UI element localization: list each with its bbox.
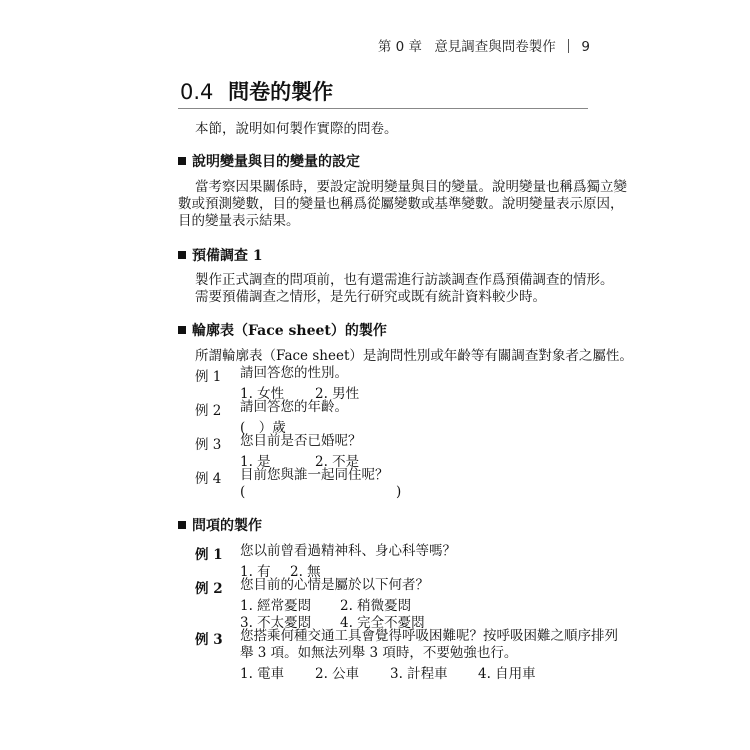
- example-question: 您目前是否已婚呢？: [240, 433, 362, 449]
- example-question: 目前您與誰一起同住呢？: [240, 467, 389, 483]
- section-title: [180, 76, 333, 106]
- option: 2. 男性: [315, 386, 360, 402]
- example-label: 例 1: [195, 369, 222, 385]
- header-divider: [568, 39, 569, 53]
- example-label: 例 4: [195, 471, 222, 487]
- square-bullet-icon: [178, 157, 186, 165]
- square-bullet-icon: [178, 326, 186, 334]
- option: 1. 電車: [240, 666, 285, 682]
- square-bullet-icon: [178, 521, 186, 529]
- answer-blank: ( ）歲: [240, 420, 286, 436]
- paragraph-line: 製作正式調查的問項前，也有還需進行訪談調查作爲預備調查的情形。: [195, 272, 614, 288]
- paragraph-line: 目的變量表示結果。: [178, 213, 300, 229]
- square-bullet-icon: [178, 251, 186, 259]
- paragraph-line: 當考察因果關係時，要設定說明變量與目的變量。說明變量也稱爲獨立變: [195, 179, 627, 195]
- example-label: 例 3: [195, 437, 222, 453]
- option: 2. 公車: [315, 666, 360, 682]
- running-header: [378, 35, 590, 55]
- paragraph-line: 所謂輪廓表（Face sheet）是詢問性別或年齡等有關調查對象者之屬性。: [195, 348, 633, 364]
- example-question: 請回答您的年齡。: [240, 399, 348, 415]
- option: 3. 不太憂悶: [240, 615, 312, 631]
- option: 3. 計程車: [390, 666, 448, 682]
- option: 4. 自用車: [478, 666, 536, 682]
- subsection-heading-variables: 說明變量與目的變量的設定: [178, 151, 360, 171]
- section-number: 0.4: [180, 80, 214, 104]
- chapter-title: 意見調查與問卷製作: [434, 39, 556, 55]
- paragraph-line: 需要預備調查之情形，是先行研究或既有統計資料較少時。: [195, 289, 546, 305]
- example-question-continued: 舉 3 項。如無法列舉 3 項時，不要勉強也行。: [240, 645, 518, 661]
- example-question: 請回答您的性別。: [240, 365, 348, 381]
- title-rule: [178, 108, 588, 109]
- example-label: 例 3: [195, 632, 223, 648]
- example-label: 例 1: [195, 547, 223, 563]
- intro-paragraph: 本節，說明如何製作實際的問卷。: [195, 121, 398, 137]
- example-question: 您搭乘何種交通工具會覺得呼吸困難呢？按呼吸困難之順序排列: [240, 628, 618, 644]
- subsection-heading-pilot: 預備調查 1: [178, 245, 263, 265]
- subsection-heading-items: 問項的製作: [178, 515, 262, 535]
- option: 4. 完全不憂悶: [340, 615, 425, 631]
- chapter-label: 第 0 章: [377, 39, 423, 55]
- option: 2. 無: [290, 564, 321, 580]
- option: 1. 女性: [240, 386, 285, 402]
- option: 1. 有: [240, 564, 271, 580]
- example-question: 您目前的心情是屬於以下何者？: [240, 577, 429, 593]
- section-title-text: 問卷的製作: [228, 80, 334, 104]
- example-question: 您以前曾看過精神科、身心科等嗎？: [240, 543, 456, 559]
- paragraph-line: 數或預測變數，目的變量也稱爲從屬變數或基準變數。說明變量表示原因，: [178, 196, 624, 212]
- answer-paren-close: ): [396, 484, 402, 500]
- example-label: 例 2: [195, 403, 222, 419]
- subsection-heading-face-sheet: 輪廓表（Face sheet）的製作: [178, 320, 387, 340]
- option: 1. 是: [240, 454, 271, 470]
- option: 2. 稍微憂悶: [340, 598, 412, 614]
- option: 1. 經常憂悶: [240, 598, 312, 614]
- example-label: 例 2: [195, 581, 223, 597]
- page-number: 9: [581, 39, 590, 55]
- answer-paren-open: (: [240, 484, 246, 500]
- option: 2. 不是: [315, 454, 360, 470]
